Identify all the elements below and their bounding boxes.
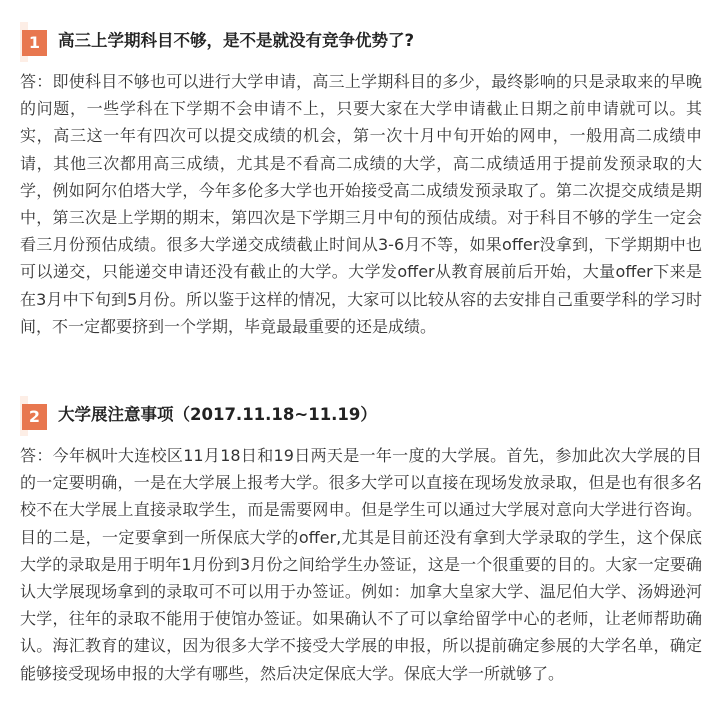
section-title: 大学展注意事项（2017.11.18~11.19） [58,405,377,424]
section-heading [0,22,722,62]
number-badge: 1 [22,30,47,56]
number-badge: 2 [22,404,47,430]
answer-paragraph: 答：今年枫叶大连校区11月18日和19日两天是一年一度的大学展。首先，参加此次大学展的目的一定要明确，一是在大学展上报考大学。很多大学可以直接在现场发放录取，但是也有很多名校不在大学展上直接录取学生，而是需要网申。但是学生可以通过大学展对意向大学进行咨询。目的二是，一定要拿到一所保底大学的offer,尤其是目前还没有拿到大学录取的学生，这个保底大学的录取是用于明年1月份到3月份之间给学生办签证，这是一个很重要的目的。大家一定要确认大学展现场拿到的录取可不可以用于办签证。例如：加拿大皇家大学、温尼伯大学、汤姆逊河大学，往年的录取不能用于使馆办签证。如果确认不了可以拿给留学中心的老师，让老师帮助确认。海汇教育的建议，因为很多大学不接受大学展的申报，所以提前确定参展的大学名单，确定能够接受现场申报的大学有哪些，然后决定保底大学。保底大学一所就够了。 [20,446,702,683]
section-title: 高三上学期科目不够，是不是就没有竞争优势了? [58,31,415,50]
qa-section-1 [0,22,722,340]
qa-section-2 [0,396,722,687]
section-heading [0,396,722,436]
answer-paragraph: 答：即使科目不够也可以进行大学申请，高三上学期科目的多少，最终影响的只是录取来的早晚的问题，一些学科在下学期不会申请不上，只要大家在大学申请截止日期之前申请就可以。其实，高三这一年有四次可以提交成绩的机会，第一次十月中旬开始的网申，一般用高二成绩申请，其他三次都用高三成绩，尤其是不看高二成绩的大学，高二成绩适用于提前发预录取的大学，例如阿尔伯塔大学，今年多伦多大学也开始接受高二成绩发预录取了。第二次提交成绩是期中，第三次是上学期的期末，第四次是下学期三月中旬的预估成绩。对于科目不够的学生一定会看三月份预估成绩。很多大学递交成绩截止时间从3-6月不等，如果offer没拿到，下学期期中也可以递交，只能递交申请还没有截止的大学。大学发offer从教育展前后开始，大量offer下来是在3月中下旬到5月份。所以鉴于这样的情况，大家可以比较从容的去安排自己重要学科的学习时间，不一定都要挤到一个学期，毕竟最最重要的还是成绩。 [20,72,702,336]
